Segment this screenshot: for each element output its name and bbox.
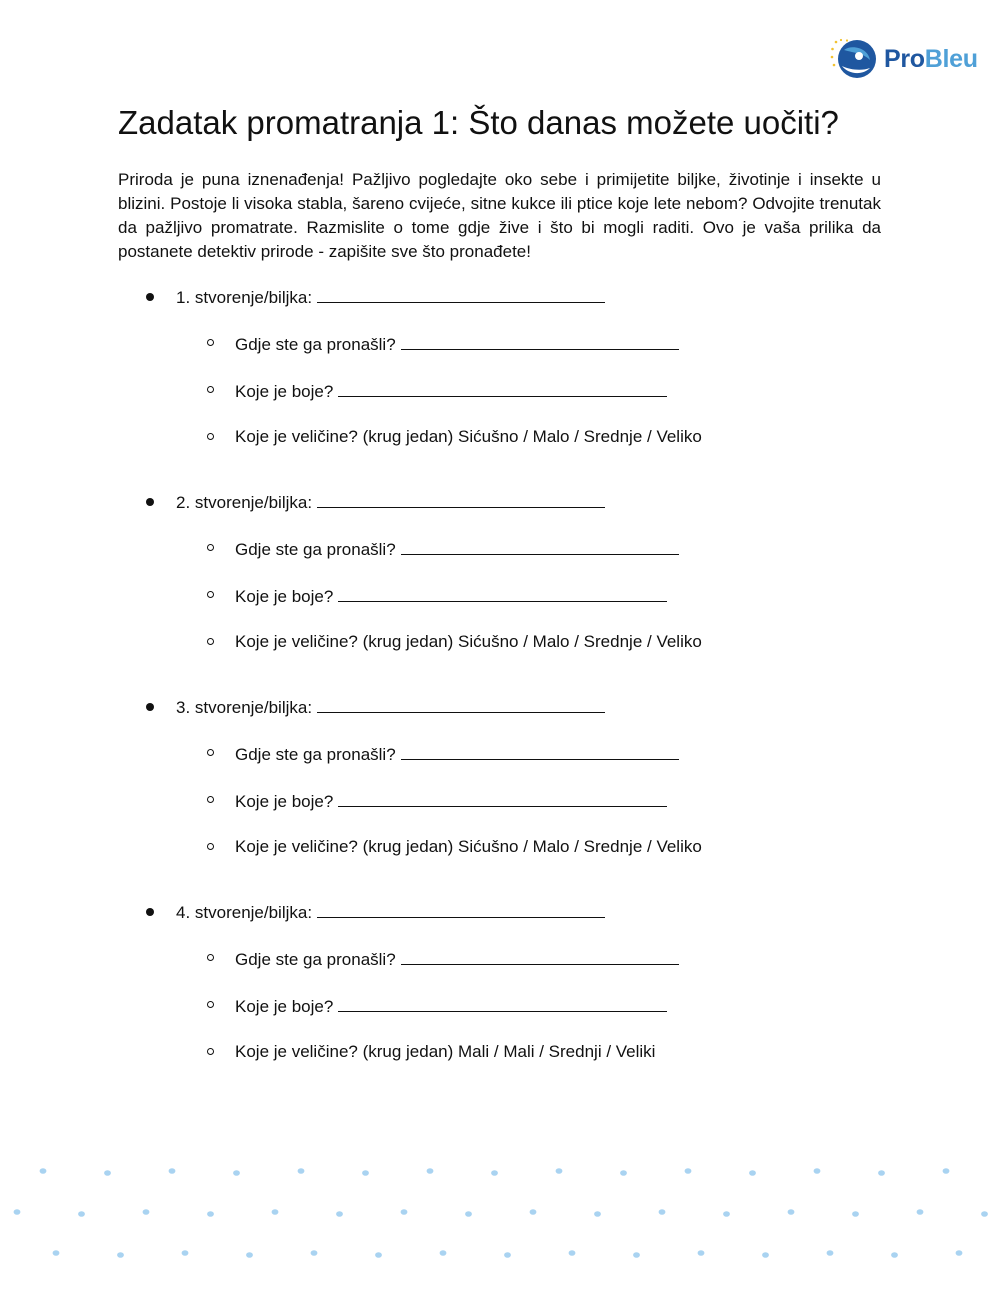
decorative-dot xyxy=(465,1211,472,1217)
decorative-dot xyxy=(78,1211,85,1217)
size-row[interactable] xyxy=(235,426,702,448)
size-row[interactable] xyxy=(235,1041,655,1063)
decorative-dot xyxy=(117,1252,124,1258)
color-field[interactable] xyxy=(338,994,667,1012)
creature-name-field[interactable] xyxy=(317,695,605,713)
decorative-dot xyxy=(311,1250,318,1256)
circle-bullet-icon xyxy=(207,1048,214,1055)
brand-name-pro: Pro xyxy=(884,44,925,73)
intro-paragraph: Priroda je puna iznenađenja! Pažljivo pogledajte oko sebe i primijetite biljke, životinje i insekte u blizini. Postoje li visoka stabla, šareno cvijeće, sitne kukce ili ptice koje lete nebom? Odvojite trenutak da pažljivo promatrate. Razmislite o tome gdje žive i što bi mogli raditi. Ovo je vaša prilika da postanete detektiv prirode - zapišite sve što pronađete! xyxy=(118,170,881,261)
circle-bullet-icon xyxy=(207,386,214,393)
decorative-dot xyxy=(594,1211,601,1217)
color-label: Koje je boje? xyxy=(235,382,334,401)
where-found-label: Gdje ste ga pronašli? xyxy=(235,950,396,969)
decorative-dot xyxy=(814,1168,821,1174)
color-field[interactable] xyxy=(338,584,667,602)
decorative-dot xyxy=(14,1209,21,1215)
size-question[interactable]: Koje je veličine? (krug jedan) Sićušno / Malo / Srednje / Veliko xyxy=(235,632,702,651)
creature-label: 2. stvorenje/biljka: xyxy=(176,493,313,512)
color-label: Koje je boje? xyxy=(235,792,334,811)
creature-label: 1. stvorenje/biljka: xyxy=(176,288,313,307)
decorative-dot xyxy=(659,1209,666,1215)
brand-name-bleu: Bleu xyxy=(924,44,978,73)
decorative-dot xyxy=(827,1250,834,1256)
decorative-dot xyxy=(207,1211,214,1217)
size-question[interactable]: Koje je veličine? (krug jedan) Sićušno / Malo / Srednje / Veliko xyxy=(235,837,702,856)
bullet-icon xyxy=(146,703,154,711)
circle-bullet-icon xyxy=(207,749,214,756)
color-row xyxy=(235,584,667,608)
decorative-dot xyxy=(943,1168,950,1174)
decorative-dot xyxy=(491,1170,498,1176)
where-found-field[interactable] xyxy=(401,742,679,760)
probleu-wordmark xyxy=(884,45,978,74)
probleu-logo-icon xyxy=(830,38,878,80)
where-found-row xyxy=(235,947,679,971)
size-row[interactable] xyxy=(235,631,702,653)
decorative-dot xyxy=(143,1209,150,1215)
color-label: Koje je boje? xyxy=(235,997,334,1016)
creature-name-field[interactable] xyxy=(317,285,605,303)
where-found-label: Gdje ste ga pronašli? xyxy=(235,335,396,354)
where-found-field[interactable] xyxy=(401,332,679,350)
decorative-dot xyxy=(530,1209,537,1215)
where-found-label: Gdje ste ga pronašli? xyxy=(235,540,396,559)
size-question[interactable]: Koje je veličine? (krug jedan) Mali / Mali / Srednji / Veliki xyxy=(235,1042,656,1061)
where-found-row xyxy=(235,742,679,766)
color-row xyxy=(235,789,667,813)
creature-label-row xyxy=(176,695,605,719)
decorative-dot xyxy=(633,1252,640,1258)
circle-bullet-icon xyxy=(207,433,214,440)
decorative-dot xyxy=(336,1211,343,1217)
circle-bullet-icon xyxy=(207,796,214,803)
probleu-logo xyxy=(830,38,978,80)
where-found-label: Gdje ste ga pronašli? xyxy=(235,745,396,764)
color-row xyxy=(235,994,667,1018)
bullet-icon xyxy=(146,293,154,301)
decorative-dot xyxy=(504,1252,511,1258)
circle-bullet-icon xyxy=(207,843,214,850)
creature-label-row xyxy=(176,490,605,514)
decorative-dot xyxy=(362,1170,369,1176)
decorative-dot xyxy=(685,1168,692,1174)
creature-label: 4. stvorenje/biljka: xyxy=(176,903,313,922)
size-row[interactable] xyxy=(235,836,702,858)
decorative-dot xyxy=(762,1252,769,1258)
circle-bullet-icon xyxy=(207,638,214,645)
decorative-dot xyxy=(981,1211,988,1217)
decorative-dot xyxy=(878,1170,885,1176)
decorative-dot xyxy=(620,1170,627,1176)
decorative-dot xyxy=(246,1252,253,1258)
circle-bullet-icon xyxy=(207,544,214,551)
decorative-dot xyxy=(852,1211,859,1217)
color-row xyxy=(235,379,667,403)
decorative-dot xyxy=(956,1250,963,1256)
size-question[interactable]: Koje je veličine? (krug jedan) Sićušno / Malo / Srednje / Veliko xyxy=(235,427,702,446)
circle-bullet-icon xyxy=(207,591,214,598)
decorative-dot xyxy=(104,1170,111,1176)
decorative-dot xyxy=(169,1168,176,1174)
decorative-dot xyxy=(182,1250,189,1256)
decorative-dot xyxy=(556,1168,563,1174)
decorative-dot xyxy=(401,1209,408,1215)
decorative-dot xyxy=(891,1252,898,1258)
decorative-dot xyxy=(698,1250,705,1256)
decorative-dot xyxy=(53,1250,60,1256)
circle-bullet-icon xyxy=(207,954,214,961)
decorative-dot xyxy=(40,1168,47,1174)
color-field[interactable] xyxy=(338,789,667,807)
color-label: Koje je boje? xyxy=(235,587,334,606)
creature-label-row xyxy=(176,900,605,924)
color-field[interactable] xyxy=(338,379,667,397)
decorative-dot-pattern xyxy=(0,1150,1000,1280)
circle-bullet-icon xyxy=(207,339,214,346)
creature-label: 3. stvorenje/biljka: xyxy=(176,698,313,717)
decorative-dot xyxy=(375,1252,382,1258)
decorative-dot xyxy=(749,1170,756,1176)
decorative-dot xyxy=(569,1250,576,1256)
creature-name-field[interactable] xyxy=(317,490,605,508)
decorative-dot xyxy=(298,1168,305,1174)
page-title: Zadatak promatranja 1: Što danas možete uočiti? xyxy=(118,104,839,141)
decorative-dot xyxy=(427,1168,434,1174)
decorative-dot xyxy=(723,1211,730,1217)
decorative-dot xyxy=(917,1209,924,1215)
where-found-field[interactable] xyxy=(401,947,679,965)
where-found-row xyxy=(235,332,679,356)
decorative-dot xyxy=(233,1170,240,1176)
where-found-field[interactable] xyxy=(401,537,679,555)
bullet-icon xyxy=(146,908,154,916)
creature-name-field[interactable] xyxy=(317,900,605,918)
decorative-dot xyxy=(788,1209,795,1215)
where-found-row xyxy=(235,537,679,561)
decorative-dot xyxy=(440,1250,447,1256)
decorative-dot xyxy=(272,1209,279,1215)
circle-bullet-icon xyxy=(207,1001,214,1008)
bullet-icon xyxy=(146,498,154,506)
creature-label-row xyxy=(176,285,605,309)
